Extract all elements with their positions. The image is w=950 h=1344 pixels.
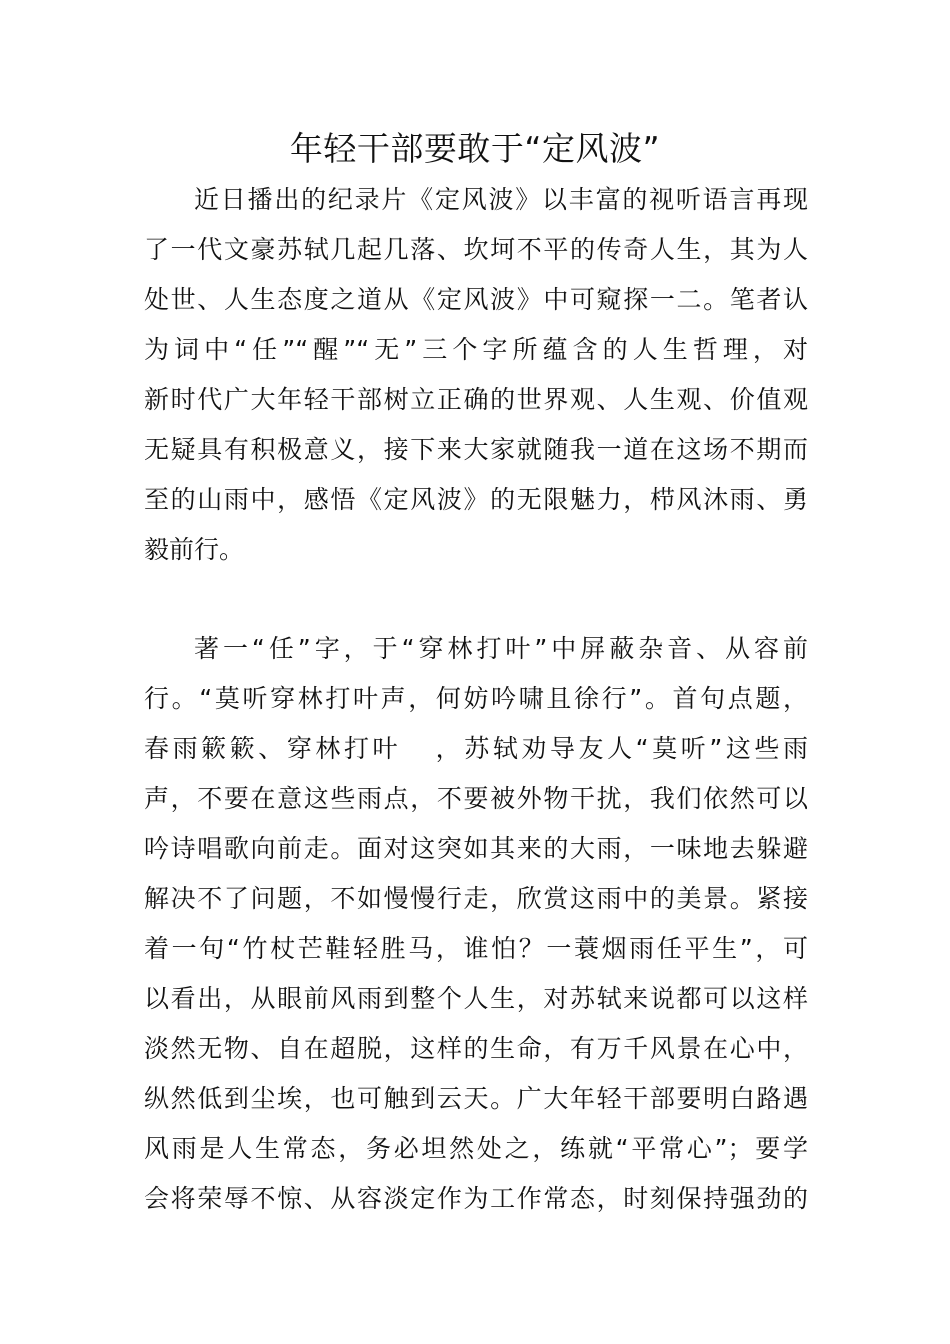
- paragraph-line: 著一“任”字，于“穿林打叶”中屏蔽杂音、从容前: [194, 634, 808, 663]
- paragraph-line: 以看出，从眼前风雨到整个人生，对苏轼来说都可以这样: [144, 984, 808, 1013]
- paragraph-line: 声，不要在意这些雨点，不要被外物干扰，我们依然可以: [144, 784, 808, 813]
- paragraph-line: 近日播出的纪录片《定风波》以丰富的视听语言再现: [194, 185, 808, 214]
- paragraph-line: 淡然无物、自在超脱，这样的生命，有万千风景在心中，: [144, 1034, 808, 1063]
- paragraph-line: 吟诗唱歌向前走。面对这突如其来的大雨，一味地去躲避: [144, 834, 808, 863]
- paragraph-line: 处世、人生态度之道从《定风波》中可窥探一二。笔者认: [144, 285, 808, 314]
- paragraph-line: 了一代文豪苏轼几起几落、坎坷不平的传奇人生，其为人: [144, 235, 808, 264]
- document-title: 年轻干部要敢于“定风波”: [289, 129, 661, 168]
- paragraph-line: 解决不了问题，不如慢慢行走，欣赏这雨中的美景。紧接: [144, 884, 808, 913]
- paragraph-line: 着一句“竹杖芒鞋轻胜马，谁怕？一蓑烟雨任平生”，可: [144, 934, 808, 963]
- paragraph-line: 行。“莫听穿林打叶声，何妨吟啸且徐行”。首句点题，: [144, 684, 808, 713]
- paragraph-line: 至的山雨中，感悟《定风波》的无限魅力，栉风沐雨、勇: [144, 485, 808, 514]
- paragraph-line: 无疑具有积极意义，接下来大家就随我一道在这场不期而: [144, 435, 808, 464]
- paragraph-line: 新时代广大年轻干部树立正确的世界观、人生观、价值观: [144, 385, 808, 414]
- paragraph-line: 风雨是人生常态，务必坦然处之，练就“平常心”；要学: [144, 1134, 808, 1163]
- paragraph-line: 纵然低到尘埃，也可触到云天。广大年轻干部要明白路遇: [144, 1084, 808, 1113]
- paragraph-line: 为词中“任”“醒”“无”三个字所蕴含的人生哲理，对: [144, 335, 808, 364]
- paragraph-line: 会将荣辱不惊、从容淡定作为工作常态，时刻保持强劲的: [144, 1184, 808, 1213]
- paragraph-line: 春雨簌簌、穿林打叶 ，苏轼劝导友人“莫听”这些雨: [144, 734, 808, 763]
- paragraph-line: 毅前行。: [144, 535, 245, 564]
